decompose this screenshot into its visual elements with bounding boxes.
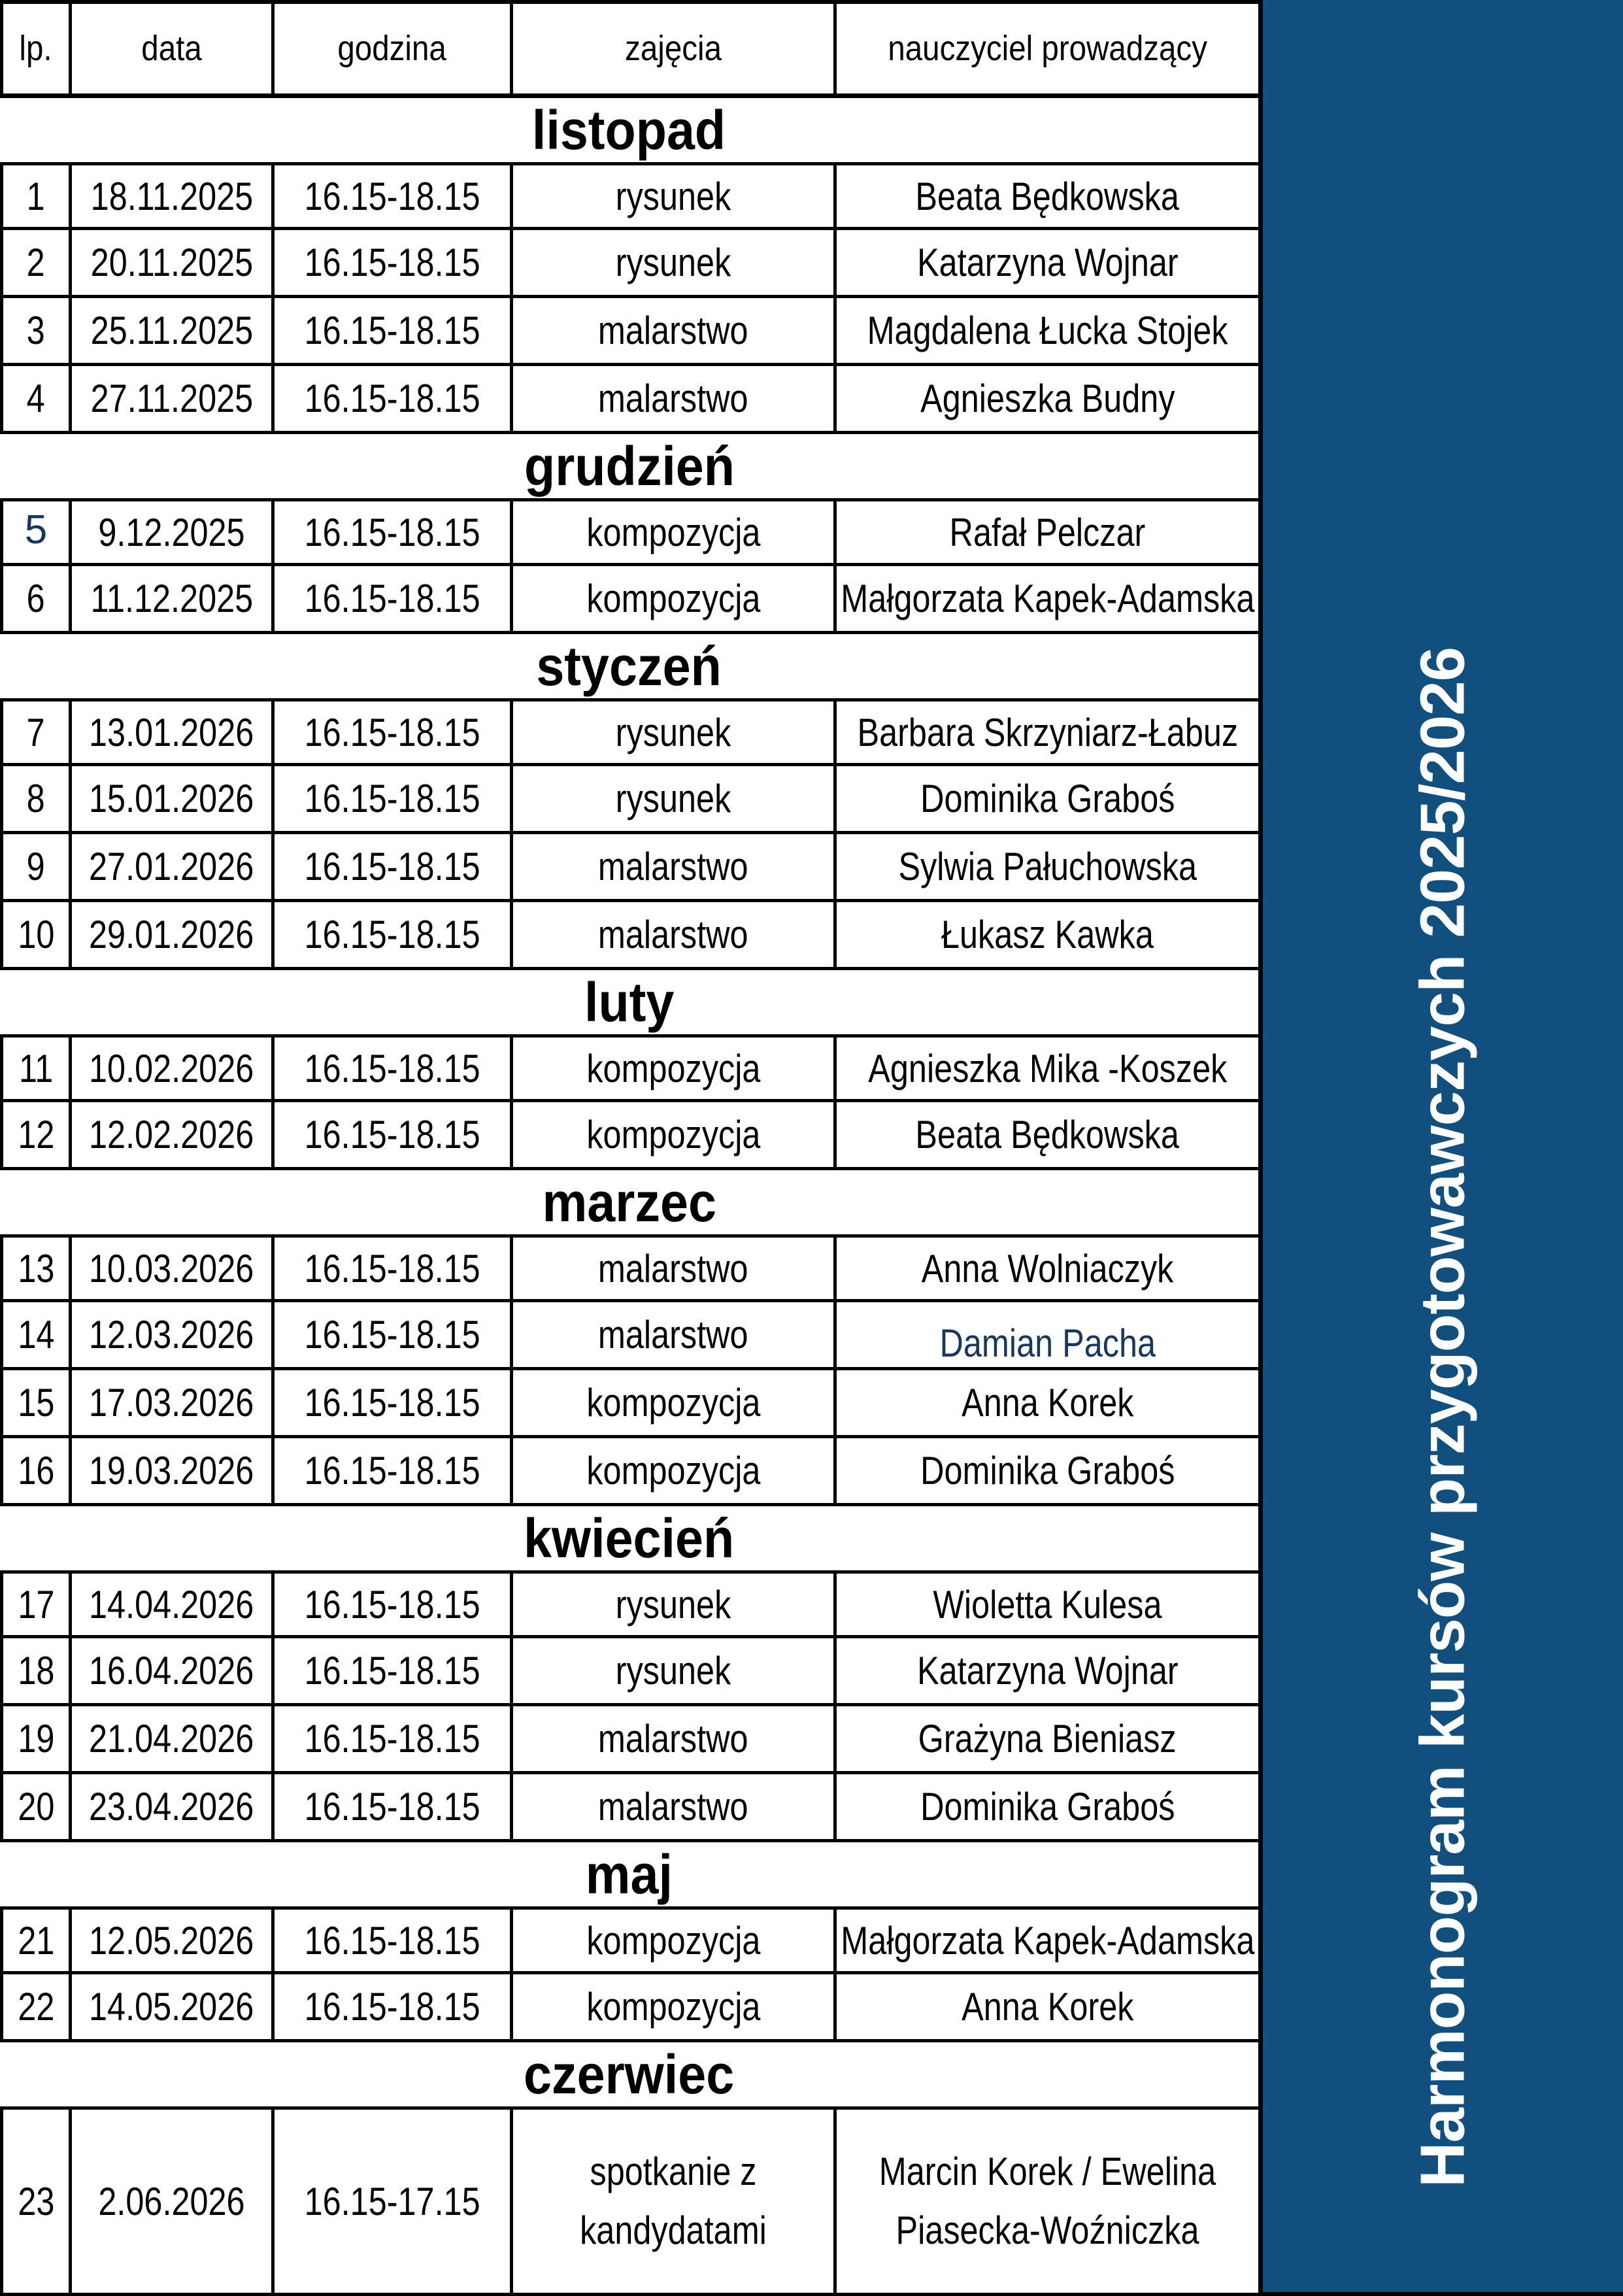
cell-subject — [513, 1102, 837, 1167]
cell-lp-text: 10 — [17, 913, 55, 956]
table-row — [0, 698, 1258, 766]
cell-subject-text: kompozycja — [586, 1918, 761, 1963]
month-header — [0, 634, 1258, 698]
cell-date — [72, 701, 275, 763]
cell-lp-text: 9 — [26, 845, 46, 888]
cell-time — [275, 1370, 513, 1435]
cell-teacher — [837, 366, 1258, 431]
cell-lp-text: 5 — [24, 507, 48, 553]
month-header-label: kwiecień — [524, 1508, 735, 1569]
table-row — [0, 1370, 1258, 1438]
table-row — [0, 1706, 1258, 1774]
cell-time — [275, 366, 513, 431]
cell-date — [72, 1974, 275, 2039]
cell-teacher — [837, 566, 1258, 631]
cell-time — [275, 1774, 513, 1839]
cell-teacher-text: Rafał Pelczar — [949, 510, 1146, 554]
cell-subject — [513, 298, 837, 363]
cell-subject-text: malarstwo — [598, 1313, 748, 1357]
month-rows-block — [0, 1234, 1258, 1506]
cell-time-text: 16.15-18.15 — [304, 1985, 480, 2029]
month-header — [0, 434, 1258, 498]
cell-lp-text: 14 — [17, 1313, 55, 1357]
cell-teacher-text: Dominika Graboś — [920, 777, 1175, 820]
cell-lp — [3, 1638, 72, 1703]
cell-subject — [513, 1302, 837, 1367]
cell-subject — [513, 2110, 837, 2293]
cell-subject — [513, 1574, 837, 1635]
cell-date — [72, 1438, 275, 1503]
cell-subject-text: malarstwo — [598, 309, 748, 352]
month-header-label: listopad — [532, 99, 726, 161]
cell-subject — [513, 902, 837, 967]
cell-subject-text: spotkanie z kandydatami — [580, 2150, 767, 2252]
cell-date — [72, 366, 275, 431]
cell-lp-text: 1 — [26, 174, 46, 218]
cell-subject — [513, 230, 837, 295]
cell-subject — [513, 1038, 837, 1099]
cell-time-text: 16.15-18.15 — [304, 510, 480, 554]
table-row — [0, 1438, 1258, 1506]
cell-subject — [513, 1774, 837, 1839]
cell-teacher — [837, 1302, 1258, 1367]
cell-date — [72, 1038, 275, 1099]
cell-time-text: 16.15-18.15 — [304, 1449, 480, 1493]
cell-date-text: 23.04.2026 — [89, 1785, 254, 1829]
cell-date-text: 15.01.2026 — [89, 777, 254, 820]
cell-date — [72, 1102, 275, 1167]
month-rows-block — [0, 698, 1258, 970]
cell-teacher — [837, 701, 1258, 763]
cell-subject — [513, 1238, 837, 1299]
column-header-subject — [513, 4, 837, 93]
cell-lp — [3, 1774, 72, 1839]
cell-lp — [3, 165, 72, 227]
cell-date-text: 10.02.2026 — [89, 1046, 254, 1090]
column-header-label: data — [141, 29, 202, 69]
cell-time — [275, 1302, 513, 1367]
cell-time — [275, 2110, 513, 2293]
cell-subject — [513, 501, 837, 563]
cell-teacher-text: Małgorzata Kapek-Adamska — [840, 577, 1255, 620]
cell-lp — [3, 2110, 72, 2293]
month-header — [0, 1842, 1258, 1906]
column-header-label: nauczyciel prowadzący — [888, 29, 1207, 69]
cell-time-text: 16.15-18.15 — [304, 241, 480, 284]
cell-teacher — [837, 1774, 1258, 1839]
cell-date-text: 10.03.2026 — [89, 1246, 254, 1291]
cell-lp-text: 7 — [26, 710, 46, 754]
cell-subject-text: kompozycja — [586, 1046, 761, 1090]
cell-lp-text: 18 — [17, 1649, 55, 1693]
cell-lp — [3, 501, 72, 563]
cell-time-text: 16.15-18.15 — [304, 845, 480, 888]
cell-time-text: 16.15-18.15 — [304, 777, 480, 820]
cell-date — [72, 1302, 275, 1367]
cell-subject-text: malarstwo — [598, 1785, 748, 1829]
table-row — [0, 2106, 1258, 2296]
cell-teacher-text: Grażyna Bieniasz — [918, 1717, 1177, 1761]
cell-teacher-text: Dominika Graboś — [920, 1449, 1175, 1493]
cell-teacher — [837, 230, 1258, 295]
cell-time-text: 16.15-18.15 — [304, 309, 480, 352]
cell-date — [72, 501, 275, 563]
cell-time-text: 16.15-18.15 — [304, 1649, 480, 1693]
table-header-row — [0, 0, 1258, 98]
cell-subject-text: rysunek — [615, 174, 731, 218]
cell-time — [275, 1974, 513, 2039]
cell-time-text: 16.15-18.15 — [304, 913, 480, 956]
cell-lp — [3, 1302, 72, 1367]
month-header-label: grudzień — [524, 435, 735, 497]
cell-date-text: 20.11.2025 — [90, 241, 253, 284]
cell-time — [275, 1238, 513, 1299]
cell-lp — [3, 230, 72, 295]
cell-date — [72, 2110, 275, 2293]
month-header-label: maj — [585, 1844, 673, 1905]
sidebar-title: Harmonogram kursów przygotowawczych 2025/2026 — [1407, 647, 1478, 2187]
cell-teacher — [837, 902, 1258, 967]
sidebar-band — [1258, 0, 1623, 2296]
cell-teacher — [837, 1102, 1258, 1167]
column-header-label: lp. — [19, 29, 53, 69]
month-header — [0, 1170, 1258, 1234]
table-row — [0, 834, 1258, 902]
cell-subject-text: rysunek — [615, 710, 731, 754]
cell-teacher-text: Wioletta Kulesa — [933, 1582, 1162, 1627]
cell-subject — [513, 1974, 837, 2039]
cell-date — [72, 298, 275, 363]
cell-teacher — [837, 165, 1258, 227]
cell-date-text: 17.03.2026 — [89, 1381, 254, 1425]
cell-time-text: 16.15-18.15 — [304, 1717, 480, 1761]
month-rows-block — [0, 1034, 1258, 1170]
cell-teacher-text: Anna Korek — [961, 1985, 1134, 2029]
cell-lp — [3, 766, 72, 831]
cell-time — [275, 501, 513, 563]
table-row — [0, 1774, 1258, 1842]
cell-teacher-text: Anna Wolniaczyk — [921, 1246, 1174, 1291]
cell-lp — [3, 1370, 72, 1435]
cell-teacher — [837, 1974, 1258, 2039]
cell-lp — [3, 566, 72, 631]
cell-teacher — [837, 766, 1258, 831]
cell-time — [275, 298, 513, 363]
cell-date-text: 9.12.2025 — [98, 510, 245, 554]
cell-date-text: 21.04.2026 — [89, 1717, 254, 1761]
cell-date-text: 13.01.2026 — [89, 710, 254, 754]
month-rows-block — [0, 498, 1258, 634]
cell-subject — [513, 834, 837, 899]
cell-teacher — [837, 1638, 1258, 1703]
cell-time — [275, 1706, 513, 1771]
table-row — [0, 366, 1258, 434]
cell-teacher — [837, 1438, 1258, 1503]
cell-date-text: 2.06.2026 — [98, 2179, 245, 2223]
cell-teacher-text: Łukasz Kawka — [941, 913, 1154, 956]
cell-subject-text: malarstwo — [598, 845, 748, 888]
cell-teacher — [837, 1706, 1258, 1771]
cell-lp-text: 3 — [26, 309, 46, 352]
cell-lp — [3, 1574, 72, 1635]
cell-time — [275, 1638, 513, 1703]
month-header-label: styczeń — [536, 635, 722, 697]
column-header-time — [275, 4, 513, 93]
cell-subject-text: rysunek — [615, 777, 731, 820]
cell-subject — [513, 1370, 837, 1435]
table-row — [0, 162, 1258, 230]
cell-date — [72, 902, 275, 967]
cell-date-text: 18.11.2025 — [90, 174, 253, 218]
cell-lp-text: 23 — [17, 2179, 55, 2223]
month-rows-block — [0, 1906, 1258, 2042]
cell-subject-text: malarstwo — [598, 377, 748, 420]
cell-lp — [3, 366, 72, 431]
cell-time-text: 16.15-18.15 — [304, 1381, 480, 1425]
cell-lp-text: 21 — [17, 1918, 55, 1963]
table-row — [0, 1302, 1258, 1370]
cell-subject — [513, 1706, 837, 1771]
table-row — [0, 766, 1258, 834]
cell-time — [275, 1574, 513, 1635]
cell-subject-text: kompozycja — [586, 1449, 761, 1493]
cell-teacher-text: Anna Korek — [961, 1381, 1134, 1425]
table-row — [0, 1638, 1258, 1706]
cell-time — [275, 566, 513, 631]
table-row — [0, 1974, 1258, 2042]
month-rows-block — [0, 1570, 1258, 1842]
cell-time-text: 16.15-18.15 — [304, 377, 480, 420]
cell-date — [72, 1574, 275, 1635]
column-header-teacher — [837, 4, 1258, 93]
cell-subject-text: kompozycja — [586, 510, 761, 554]
cell-lp — [3, 1910, 72, 1971]
cell-lp — [3, 1438, 72, 1503]
cell-teacher-text: Katarzyna Wojnar — [916, 241, 1179, 284]
table-row — [0, 566, 1258, 634]
cell-time — [275, 902, 513, 967]
cell-lp — [3, 1974, 72, 2039]
cell-teacher-text: Magdalena Łucka Stojek — [867, 309, 1228, 352]
cell-teacher — [837, 1238, 1258, 1299]
cell-lp — [3, 902, 72, 967]
month-header-label: marzec — [542, 1172, 716, 1233]
cell-date — [72, 165, 275, 227]
month-header-label: luty — [584, 971, 675, 1033]
cell-date-text: 19.03.2026 — [89, 1449, 254, 1493]
cell-teacher-text: Dominika Graboś — [920, 1785, 1175, 1829]
table-row — [0, 230, 1258, 298]
cell-date — [72, 1774, 275, 1839]
cell-time — [275, 165, 513, 227]
month-header — [0, 2042, 1258, 2106]
column-header-lp — [3, 4, 72, 93]
cell-teacher-text: Beata Będkowska — [915, 174, 1180, 218]
cell-date-text: 12.02.2026 — [89, 1113, 254, 1156]
cell-subject — [513, 1638, 837, 1703]
cell-date — [72, 230, 275, 295]
cell-teacher — [837, 1910, 1258, 1971]
cell-lp — [3, 1238, 72, 1299]
cell-subject — [513, 366, 837, 431]
cell-teacher — [837, 1574, 1258, 1635]
column-header-date — [72, 4, 275, 93]
cell-teacher — [837, 1038, 1258, 1099]
cell-lp-text: 13 — [17, 1246, 55, 1291]
cell-subject-text: malarstwo — [598, 1717, 748, 1761]
cell-lp-text: 20 — [17, 1785, 55, 1829]
cell-date — [72, 834, 275, 899]
cell-lp-text: 22 — [17, 1985, 55, 2029]
cell-time — [275, 230, 513, 295]
cell-subject — [513, 1438, 837, 1503]
cell-date-text: 11.12.2025 — [90, 577, 253, 620]
cell-date — [72, 766, 275, 831]
cell-lp-text: 15 — [17, 1381, 55, 1425]
cell-lp — [3, 701, 72, 763]
cell-teacher-text: Beata Będkowska — [915, 1113, 1180, 1156]
cell-subject — [513, 566, 837, 631]
cell-date — [72, 566, 275, 631]
month-header — [0, 1506, 1258, 1570]
cell-lp-text: 11 — [18, 1046, 54, 1090]
cell-date-text: 14.04.2026 — [89, 1582, 254, 1627]
cell-time-text: 16.15-18.15 — [304, 1582, 480, 1627]
cell-date-text: 12.03.2026 — [89, 1313, 254, 1357]
cell-date-text: 27.01.2026 — [89, 845, 254, 888]
cell-time — [275, 1910, 513, 1971]
cell-time — [275, 766, 513, 831]
cell-time-text: 16.15-17.15 — [304, 2179, 480, 2223]
cell-time — [275, 1102, 513, 1167]
cell-subject — [513, 766, 837, 831]
cell-teacher-text: Agnieszka Mika -Koszek — [867, 1046, 1228, 1090]
cell-subject — [513, 701, 837, 763]
cell-time-text: 16.15-18.15 — [304, 174, 480, 218]
cell-lp — [3, 298, 72, 363]
table-row — [0, 1906, 1258, 1974]
cell-time-text: 16.15-18.15 — [304, 1785, 480, 1829]
cell-teacher-text: Marcin Korek / Ewelina Piasecka-Woźniczka — [878, 2150, 1216, 2252]
cell-time-text: 16.15-18.15 — [304, 1113, 480, 1156]
cell-time-text: 16.15-18.15 — [304, 1246, 480, 1291]
cell-time — [275, 1038, 513, 1099]
cell-lp — [3, 834, 72, 899]
cell-subject-text: kompozycja — [586, 1985, 761, 2029]
cell-time — [275, 834, 513, 899]
cell-lp-text: 8 — [26, 777, 46, 820]
cell-time-text: 16.15-18.15 — [304, 1918, 480, 1963]
cell-teacher — [837, 834, 1258, 899]
cell-time — [275, 701, 513, 763]
cell-date-text: 12.05.2026 — [89, 1918, 254, 1963]
cell-date-text: 29.01.2026 — [89, 913, 254, 956]
cell-teacher-text: Barbara Skrzyniarz-Łabuz — [857, 710, 1238, 754]
month-header — [0, 98, 1258, 162]
cell-date — [72, 1706, 275, 1771]
cell-lp-text: 12 — [17, 1113, 55, 1156]
month-rows-block — [0, 162, 1258, 434]
cell-lp-text: 6 — [26, 577, 46, 620]
cell-subject-text: kompozycja — [586, 1381, 761, 1425]
cell-time-text: 16.15-18.15 — [304, 1313, 480, 1357]
cell-teacher-text: Katarzyna Wojnar — [916, 1649, 1179, 1693]
cell-lp — [3, 1038, 72, 1099]
cell-date-text: 27.11.2025 — [90, 377, 253, 420]
cell-date-text: 16.04.2026 — [89, 1649, 254, 1693]
table-row — [0, 1234, 1258, 1302]
cell-time-text: 16.15-18.15 — [304, 1046, 480, 1090]
cell-teacher-text: Agnieszka Budny — [920, 377, 1175, 420]
month-rows-block — [0, 2106, 1258, 2296]
cell-subject-text: kompozycja — [586, 1113, 761, 1156]
table-row — [0, 1102, 1258, 1170]
cell-teacher-text: Małgorzata Kapek-Adamska — [840, 1918, 1255, 1963]
cell-date — [72, 1638, 275, 1703]
cell-subject-text: rysunek — [615, 241, 731, 284]
cell-lp — [3, 1102, 72, 1167]
cell-teacher — [837, 501, 1258, 563]
table-row — [0, 902, 1258, 970]
cell-date — [72, 1370, 275, 1435]
cell-date — [72, 1910, 275, 1971]
cell-teacher — [837, 298, 1258, 363]
cell-teacher-text: Sylwia Pałuchowska — [898, 845, 1197, 888]
cell-subject-text: malarstwo — [598, 913, 748, 956]
cell-lp-text: 4 — [26, 377, 46, 420]
cell-lp-text: 19 — [17, 1717, 55, 1761]
cell-subject-text: kompozycja — [586, 577, 761, 620]
column-header-label: godzina — [337, 29, 447, 69]
column-header-label: zajęcia — [625, 29, 722, 69]
cell-time — [275, 1438, 513, 1503]
cell-lp-text: 16 — [17, 1449, 55, 1493]
cell-lp-text: 17 — [17, 1582, 55, 1627]
cell-date — [72, 1238, 275, 1299]
table-row — [0, 1034, 1258, 1102]
cell-time-text: 16.15-18.15 — [304, 710, 480, 754]
cell-teacher — [837, 1370, 1258, 1435]
cell-date-text: 14.05.2026 — [89, 1985, 254, 2029]
cell-teacher — [837, 2110, 1258, 2293]
cell-subject-text: malarstwo — [598, 1246, 748, 1291]
cell-lp — [3, 1706, 72, 1771]
cell-subject — [513, 1910, 837, 1971]
cell-lp-text: 2 — [26, 241, 46, 284]
table-row — [0, 298, 1258, 366]
month-header-label: czerwiec — [524, 2044, 735, 2105]
cell-teacher-text: Damian Pacha — [939, 1321, 1156, 1365]
month-header — [0, 970, 1258, 1034]
cell-date-text: 25.11.2025 — [90, 309, 253, 352]
table-row — [0, 1570, 1258, 1638]
cell-subject-text: rysunek — [615, 1582, 731, 1627]
cell-time-text: 16.15-18.15 — [304, 577, 480, 620]
table-row — [0, 498, 1258, 566]
cell-subject-text: rysunek — [615, 1649, 731, 1693]
cell-subject — [513, 165, 837, 227]
